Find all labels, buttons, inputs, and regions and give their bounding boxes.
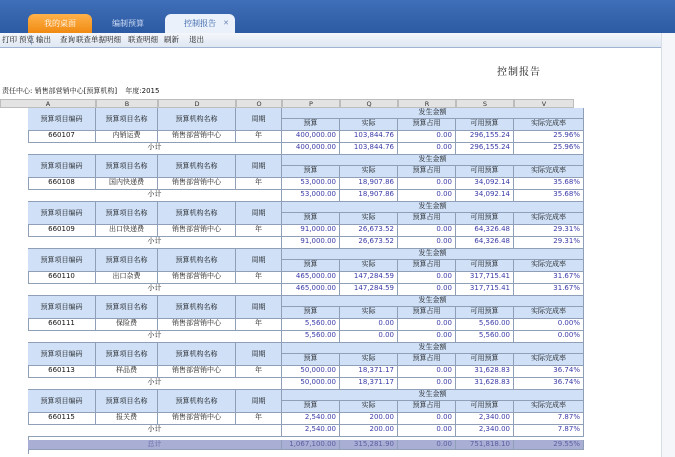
org-name[interactable]: 销售部营销中心 xyxy=(158,178,236,190)
header-occupied: 预算占用 xyxy=(398,213,456,225)
total-budget[interactable]: 1,067,100.00 xyxy=(282,440,340,450)
available-value[interactable]: 2,340.00 xyxy=(456,413,514,425)
period[interactable]: 年 xyxy=(236,413,282,425)
subtotal-budget[interactable]: 50,000.00 xyxy=(282,378,340,390)
header-budget: 预算 xyxy=(282,213,340,225)
occupied-value[interactable]: 0.00 xyxy=(398,319,456,331)
item-code[interactable]: 660113 xyxy=(28,366,96,378)
subtotal-rate[interactable]: 36.74% xyxy=(514,378,584,390)
report-title: 控制报告 xyxy=(497,67,541,78)
subtotal-actual[interactable]: 147,284.59 xyxy=(340,284,398,296)
column-header-b[interactable]: B xyxy=(96,99,158,108)
header-occupied: 预算占用 xyxy=(398,307,456,319)
header-amount-group: 发生金额 xyxy=(282,155,584,166)
item-code[interactable]: 660107 xyxy=(28,131,96,143)
header-period: 周期 xyxy=(236,390,282,413)
rate-value[interactable]: 7.87% xyxy=(514,413,584,425)
subtotal-rate[interactable]: 35.68% xyxy=(514,190,584,202)
print-button[interactable]: 打印 xyxy=(2,35,17,44)
subtotal-available[interactable]: 31,628.83 xyxy=(456,378,514,390)
period[interactable]: 年 xyxy=(236,131,282,143)
subtotal-occupied[interactable]: 0.00 xyxy=(398,143,456,155)
header-actual: 实际 xyxy=(340,213,398,225)
report-meta xyxy=(2,86,165,96)
header-period: 周期 xyxy=(236,343,282,366)
subtotal-budget[interactable]: 91,000.00 xyxy=(282,237,340,249)
subtotal-rate[interactable]: 25.96% xyxy=(514,143,584,155)
subtotal-actual[interactable]: 0.00 xyxy=(340,331,398,343)
header-item-code: 预算项目编码 xyxy=(28,343,96,366)
column-header-d[interactable]: D xyxy=(158,99,236,108)
item-name[interactable]: 出口快递费 xyxy=(96,225,158,237)
header-period: 周期 xyxy=(236,202,282,225)
close-icon[interactable]: ✕ xyxy=(223,19,229,27)
subtotal-occupied[interactable]: 0.00 xyxy=(398,378,456,390)
actual-value[interactable]: 26,673.52 xyxy=(340,225,398,237)
item-code[interactable]: 660110 xyxy=(28,272,96,284)
subtotal-label: 小计 xyxy=(28,143,282,155)
period[interactable]: 年 xyxy=(236,366,282,378)
org-name[interactable]: 销售部营销中心 xyxy=(158,131,236,143)
item-code[interactable]: 660109 xyxy=(28,225,96,237)
subtotal-available[interactable]: 296,155.24 xyxy=(456,143,514,155)
header-rate: 实际完成率 xyxy=(514,401,584,413)
tab-edit-budget[interactable]: 编制预算 xyxy=(112,19,144,28)
responsibility-center: 责任中心: 销售部营销中心[预算机构] xyxy=(2,87,118,95)
subtotal-budget[interactable]: 53,000.00 xyxy=(282,190,340,202)
subtotal-occupied[interactable]: 0.00 xyxy=(398,331,456,343)
column-header-p[interactable]: P xyxy=(282,99,340,108)
header-rate: 实际完成率 xyxy=(514,213,584,225)
subtotal-actual[interactable]: 103,844.76 xyxy=(340,143,398,155)
header-actual: 实际 xyxy=(340,307,398,319)
header-available: 可用预算 xyxy=(456,401,514,413)
actual-value[interactable]: 18,907.86 xyxy=(340,178,398,190)
header-amount-group: 发生金额 xyxy=(282,343,584,354)
subtotal-available[interactable]: 2,340.00 xyxy=(456,425,514,437)
header-item-code: 预算项目编码 xyxy=(28,249,96,272)
subtotal-budget[interactable]: 400,000.00 xyxy=(282,143,340,155)
period[interactable]: 年 xyxy=(236,225,282,237)
total-label: 总计 xyxy=(28,440,282,450)
header-org-name: 预算机构名称 xyxy=(158,155,236,178)
org-name[interactable]: 销售部营销中心 xyxy=(158,272,236,284)
header-item-code: 预算项目编码 xyxy=(28,155,96,178)
header-item-name: 预算项目名称 xyxy=(96,202,158,225)
subtotal-occupied[interactable]: 0.00 xyxy=(398,237,456,249)
header-rate: 实际完成率 xyxy=(514,166,584,178)
header-item-name: 预算项目名称 xyxy=(96,390,158,413)
item-code[interactable]: 660115 xyxy=(28,413,96,425)
header-item-name: 预算项目名称 xyxy=(96,249,158,272)
header-available: 可用预算 xyxy=(456,260,514,272)
item-name[interactable]: 内销运费 xyxy=(96,131,158,143)
subtotal-available[interactable]: 5,560.00 xyxy=(456,331,514,343)
subtotal-actual[interactable]: 26,673.52 xyxy=(340,237,398,249)
column-header-o[interactable]: O xyxy=(236,99,282,108)
header-org-name: 预算机构名称 xyxy=(158,108,236,131)
org-name[interactable]: 销售部营销中心 xyxy=(158,413,236,425)
header-item-code: 预算项目编码 xyxy=(28,202,96,225)
item-name[interactable]: 出口杂费 xyxy=(96,272,158,284)
header-available: 可用预算 xyxy=(456,307,514,319)
subtotal-available[interactable]: 34,092.14 xyxy=(456,190,514,202)
occupied-value[interactable]: 0.00 xyxy=(398,225,456,237)
column-header-v[interactable]: V xyxy=(514,99,574,108)
header-amount-group: 发生金额 xyxy=(282,108,584,119)
header-budget: 预算 xyxy=(282,307,340,319)
subtotal-label: 小计 xyxy=(28,378,282,390)
header-budget: 预算 xyxy=(282,354,340,366)
subtotal-actual[interactable]: 200.00 xyxy=(340,425,398,437)
header-occupied: 预算占用 xyxy=(398,119,456,131)
header-occupied: 预算占用 xyxy=(398,354,456,366)
preview-button[interactable]: 预览 xyxy=(19,35,34,44)
available-value[interactable]: 34,092.14 xyxy=(456,178,514,190)
actual-value[interactable]: 103,844.76 xyxy=(340,131,398,143)
item-name[interactable]: 报关费 xyxy=(96,413,158,425)
total-occupied[interactable]: 0.00 xyxy=(398,440,456,450)
rate-value[interactable]: 0.00% xyxy=(514,319,584,331)
budget-value[interactable]: 50,000.00 xyxy=(282,366,340,378)
actual-value[interactable]: 147,284.59 xyxy=(340,272,398,284)
subtotal-rate[interactable]: 31.67% xyxy=(514,284,584,296)
header-item-name: 预算项目名称 xyxy=(96,343,158,366)
item-code[interactable]: 660111 xyxy=(28,319,96,331)
budget-value[interactable]: 53,000.00 xyxy=(282,178,340,190)
org-name[interactable]: 销售部营销中心 xyxy=(158,366,236,378)
subtotal-occupied[interactable]: 0.00 xyxy=(398,425,456,437)
rate-value[interactable]: 25.96% xyxy=(514,131,584,143)
header-amount-group: 发生金额 xyxy=(282,202,584,213)
header-item-name: 预算项目名称 xyxy=(96,296,158,319)
period[interactable]: 年 xyxy=(236,272,282,284)
total-rate[interactable]: 29.55% xyxy=(514,440,584,450)
available-value[interactable]: 64,326.48 xyxy=(456,225,514,237)
header-org-name: 预算机构名称 xyxy=(158,249,236,272)
header-rate: 实际完成率 xyxy=(514,354,584,366)
occupied-value[interactable]: 0.00 xyxy=(398,178,456,190)
header-actual: 实际 xyxy=(340,260,398,272)
header-actual: 实际 xyxy=(340,166,398,178)
header-available: 可用预算 xyxy=(456,354,514,366)
org-name[interactable]: 销售部营销中心 xyxy=(158,225,236,237)
header-item-name: 预算项目名称 xyxy=(96,108,158,131)
budget-value[interactable]: 465,000.00 xyxy=(282,272,340,284)
subtotal-occupied[interactable]: 0.00 xyxy=(398,190,456,202)
header-occupied: 预算占用 xyxy=(398,260,456,272)
report-year: 年度:2015 xyxy=(125,87,160,95)
header-rate: 实际完成率 xyxy=(514,260,584,272)
budget-value[interactable]: 2,540.00 xyxy=(282,413,340,425)
actual-value[interactable]: 200.00 xyxy=(340,413,398,425)
budget-value[interactable]: 400,000.00 xyxy=(282,131,340,143)
subtotal-available[interactable]: 64,326.48 xyxy=(456,237,514,249)
subtotal-rate[interactable]: 29.31% xyxy=(514,237,584,249)
header-amount-group: 发生金额 xyxy=(282,296,584,307)
item-code[interactable]: 660108 xyxy=(28,178,96,190)
header-budget: 预算 xyxy=(282,401,340,413)
item-name[interactable]: 国内快递费 xyxy=(96,178,158,190)
drill-detail-button[interactable]: 联查明细 xyxy=(128,35,158,44)
tab-control-report[interactable] xyxy=(165,14,235,33)
header-actual: 实际 xyxy=(340,401,398,413)
rate-value[interactable]: 35.68% xyxy=(514,178,584,190)
header-period: 周期 xyxy=(236,249,282,272)
column-header-a[interactable]: A xyxy=(0,99,96,108)
header-occupied: 预算占用 xyxy=(398,401,456,413)
occupied-value[interactable]: 0.00 xyxy=(398,131,456,143)
header-org-name: 预算机构名称 xyxy=(158,296,236,319)
tab-bar xyxy=(0,0,675,33)
total-available[interactable]: 751,818.10 xyxy=(456,440,514,450)
subtotal-label: 小计 xyxy=(28,190,282,202)
header-amount-group: 发生金额 xyxy=(282,390,584,401)
header-item-code: 预算项目编码 xyxy=(28,108,96,131)
budget-value[interactable]: 91,000.00 xyxy=(282,225,340,237)
header-period: 周期 xyxy=(236,155,282,178)
header-org-name: 预算机构名称 xyxy=(158,343,236,366)
exit-button[interactable]: 退出 xyxy=(189,35,204,44)
header-available: 可用预算 xyxy=(456,213,514,225)
header-available: 可用预算 xyxy=(456,119,514,131)
header-rate: 实际完成率 xyxy=(514,119,584,131)
tab-my-desktop[interactable]: 我的桌面 xyxy=(28,14,92,33)
header-occupied: 预算占用 xyxy=(398,166,456,178)
refresh-button[interactable]: 刷新 xyxy=(164,35,179,44)
subtotal-actual[interactable]: 18,371.17 xyxy=(340,378,398,390)
subtotal-label: 小计 xyxy=(28,284,282,296)
header-available: 可用预算 xyxy=(456,166,514,178)
header-period: 周期 xyxy=(236,296,282,319)
export-button[interactable]: 输出 xyxy=(36,35,51,44)
actual-value[interactable]: 0.00 xyxy=(340,319,398,331)
subtotal-budget[interactable]: 5,560.00 xyxy=(282,331,340,343)
header-org-name: 预算机构名称 xyxy=(158,390,236,413)
subtotal-budget[interactable]: 2,540.00 xyxy=(282,425,340,437)
available-value[interactable]: 296,155.24 xyxy=(456,131,514,143)
query-button[interactable]: 查询 xyxy=(60,35,75,44)
subtotal-actual[interactable]: 18,907.86 xyxy=(340,190,398,202)
subtotal-label: 小计 xyxy=(28,331,282,343)
tab-control-report-label: 控制报告 xyxy=(184,19,216,28)
total-actual[interactable]: 315,281.90 xyxy=(340,440,398,450)
header-budget: 预算 xyxy=(282,260,340,272)
available-value[interactable]: 5,560.00 xyxy=(456,319,514,331)
item-name[interactable]: 保险费 xyxy=(96,319,158,331)
header-budget: 预算 xyxy=(282,119,340,131)
occupied-value[interactable]: 0.00 xyxy=(398,366,456,378)
subtotal-label: 小计 xyxy=(28,237,282,249)
rate-value[interactable]: 36.74% xyxy=(514,366,584,378)
period[interactable]: 年 xyxy=(236,319,282,331)
actual-value[interactable]: 18,371.17 xyxy=(340,366,398,378)
right-scrollbar[interactable] xyxy=(661,33,675,457)
available-value[interactable]: 31,628.83 xyxy=(456,366,514,378)
header-rate: 实际完成率 xyxy=(514,307,584,319)
occupied-value[interactable]: 0.00 xyxy=(398,272,456,284)
header-item-code: 预算项目编码 xyxy=(28,390,96,413)
subtotal-label: 小计 xyxy=(28,425,282,437)
subtotal-rate[interactable]: 0.00% xyxy=(514,331,584,343)
column-header-q[interactable]: Q xyxy=(340,99,398,108)
header-amount-group: 发生金额 xyxy=(282,249,584,260)
budget-value[interactable]: 5,560.00 xyxy=(282,319,340,331)
subtotal-available[interactable]: 317,715.41 xyxy=(456,284,514,296)
column-header-r[interactable]: R xyxy=(398,99,456,108)
header-actual: 实际 xyxy=(340,354,398,366)
toolbar xyxy=(0,33,675,48)
occupied-value[interactable]: 0.00 xyxy=(398,413,456,425)
column-header-s[interactable]: S xyxy=(456,99,514,108)
header-item-name: 预算项目名称 xyxy=(96,155,158,178)
available-value[interactable]: 317,715.41 xyxy=(456,272,514,284)
subtotal-occupied[interactable]: 0.00 xyxy=(398,284,456,296)
subtotal-budget[interactable]: 465,000.00 xyxy=(282,284,340,296)
rate-value[interactable]: 29.31% xyxy=(514,225,584,237)
header-period: 周期 xyxy=(236,108,282,131)
org-name[interactable]: 销售部营销中心 xyxy=(158,319,236,331)
header-budget: 预算 xyxy=(282,166,340,178)
header-item-code: 预算项目编码 xyxy=(28,296,96,319)
rate-value[interactable]: 31.67% xyxy=(514,272,584,284)
subtotal-rate[interactable]: 7.87% xyxy=(514,425,584,437)
drill-voucher-detail-button[interactable]: 联查单据明细 xyxy=(76,35,121,44)
header-actual: 实际 xyxy=(340,119,398,131)
item-name[interactable]: 样品费 xyxy=(96,366,158,378)
header-org-name: 预算机构名称 xyxy=(158,202,236,225)
period[interactable]: 年 xyxy=(236,178,282,190)
